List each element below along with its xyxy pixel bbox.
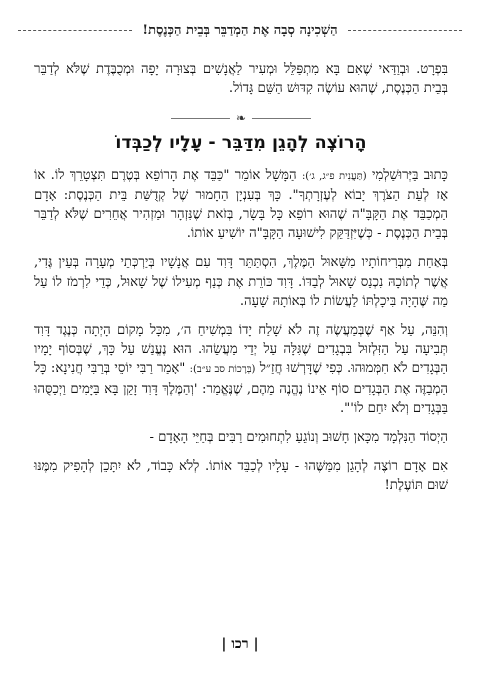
p3-lead: וְהִנֵּה, עַל אַף שֶׁבְּמַעֲשֶׂה זֶה לֹא שָׁלַח יָדוֹ בִּמְשִׁיחַ ה׳, מִכָּל מָקוֹם הָיְתָה כְּנֶגֶד דָּוִד תְּבִיעָה עַל הַזִּלְזוּל בִּבְגָדִים שֶׁגִּלָּה עַל יְדֵי מַעֲשֵׂהוּ. הוּא נֶעֱנַשׁ עַל כָּךְ, שֶׁבְּסוֹף יָמָיו הַבְּגָדִים לֹא חִמְּמוּהוּ. כְּפִי שֶׁדָּרְשׁוּ חֲזַ״ל: [34, 323, 448, 377]
p1-lead: כָּתוּב בַּיְּרוּשַׁלְמִי: [371, 167, 448, 183]
header-title: הַשְׁכִינָה סְבָה אֶת הַמְדַבֵּר בְּבֵית הַכְּנֶסֶת!: [142, 23, 338, 38]
page-body: [34, 60, 448, 506]
running-header: [18, 18, 462, 42]
paragraph-5: אִם אָדָם רוֹצֶה לְהָגֵן מִמַּשֶּׁהוּ - עָלָיו לְכַבֵּד אוֹתוֹ. לְלֹא כָּבוֹד, לֹא יִתָּכֵן לְהָפִיק מִמֶּנּוּ שׁוּם תּוֹעֶלֶת!: [34, 459, 448, 494]
header-dash-left: [18, 30, 132, 31]
header-dash-right: [348, 30, 462, 31]
paragraph-3: [34, 321, 448, 418]
p1-reference: (תַּעֲנִית פ״ג, ג׳):: [301, 170, 367, 182]
paragraph-1: [34, 166, 448, 244]
intro-paragraph: בִּפְרָט. וּבְוַדַּאי שֶׁאִם בָּא מִתְפַּלֵּל וּמְעִיר לַאֲנָשִׁים בְּצוּרָה יָפָה וּמְכֻבֶּדֶת שֶׁלֹּא לְדַבֵּר בְּבֵית הַכְּנֶסֶת, שֶׁהוּא עוֹשֶׂה קִדּוּשׁ הַשֵּׁם גָּדוֹל.: [34, 62, 448, 97]
p1-body: הַמָּשָׁל אוֹמֵר "כַּבֵּד אֶת הָרוֹפֵא בְּטֶרֶם תִּצְטָרֵךְ לוֹ. אוֹ אָז לְעֵת הַצֹּרֶךְ יָבוֹא לְעֶזְרָתְךָ". כָּךְ בְּעִנְיָן הַחָמוּר שֶׁל קְדֻשַּׁת בֵּית הַכְּנֶסֶת: אָדָם הַמְכַבֵּד אֶת הַקָּבָּ"ה שֶׁהוּא רוֹפֵא כָּל בָּשָׂר, בְּזֹאת שֶׁנִּזְהָר וּמַזְהִיר אֲחֵרִים שֶׁלֹּא לְדַבֵּר בְּבֵית הַכְּנֶסֶת - כְּשֶׁיִּזְדַּקֵּק לִישׁוּעָה הַקָּבָּ"ה יוֹשִׁיעַ אוֹתוֹ.: [34, 167, 448, 242]
paragraph-2: בְּאַחַת מִבְּרִיחוֹתָיו מִשָּׁאוּל הַמֶּלֶךְ, הִסְתַּתֵּר דָּוִד עִם אֲנָשָׁיו בְּיַרְכְּתֵי מְעָרָה בְּעֵין גֶּדִי, אֲשֶׁר לְתוֹכָהּ נִכְנַס שָׁאוּל לְבַדּוֹ. דָּוִד כּוֹרֵת אֶת כְּנַף מְעִילוֹ שֶׁל שָׁאוּל, כְּדֵי לִרְמֹז לוֹ עַל מַה שֶּׁהָיָה בִּיכָלְתּוֹ לַעֲשׂוֹת לוֹ בְּאוֹתָהּ שָׁעָה.: [34, 255, 448, 309]
ornament-icon: ❧: [230, 112, 252, 124]
section-title: הָרוֹצֶה לְהָגֵן מִדַּבֵּר - עָלָיו לְכַבְּדוֹ: [115, 133, 367, 154]
p3-body: "אָמַר רַבִּי יוֹסֵי בְּרַבִּי חֲנִינָא: כָּל הַמְבַזֶּה אֶת הַבְּגָדִים סוֹף אֵינוֹ נֶהֱנֶה מֵהֶם, שֶׁנֶּאֱמַר: 'וְהַמֶּלֶךְ דָּוִד זָקֵן בָּא בַּיָּמִים וַיְכַסֻּהוּ בַּבְּגָדִים וְלֹא יִחַם לוֹ'".: [34, 361, 448, 416]
paragraph-4: הַיְסוֹד הַנִּלְמָד מִכָּאן חָשׁוּב וְנוֹגֵעַ לִתְחוּמִים רַבִּים בְּחַיֵּי הָאָדָם -: [149, 430, 448, 446]
page-number: | רכו |: [221, 636, 259, 652]
p3-reference: (בְּרָכוֹת סב ע״ב):: [189, 364, 256, 376]
section-divider: [171, 112, 311, 124]
